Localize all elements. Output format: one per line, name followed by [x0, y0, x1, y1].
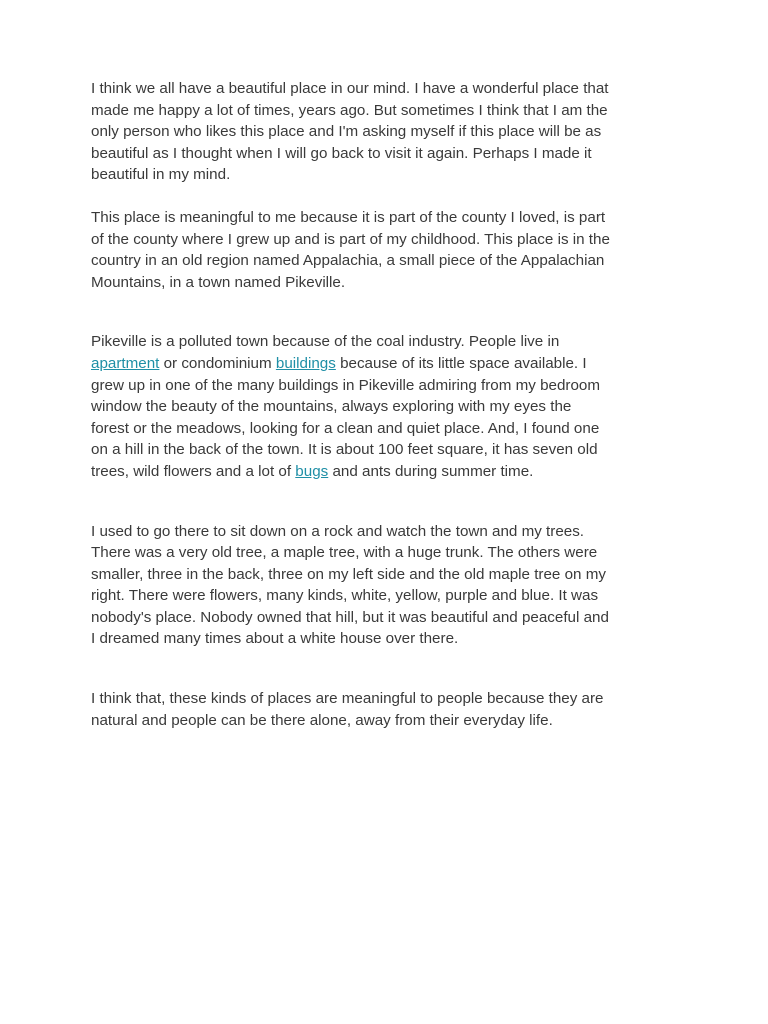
paragraph-4: [91, 521, 691, 651]
text-line: I think we all have a beautiful place in our mind. I have a wonderful place that: [91, 80, 609, 97]
paragraph-3: [91, 331, 691, 482]
text-segment: because of its little space available. I: [335, 354, 587, 372]
text-line: only person who likes this place and I'm asking myself if this place will be as: [91, 123, 602, 141]
text-line: country in an old region named Appalachia, a small piece of the Appalachian: [91, 252, 605, 270]
text-line: This place is meaningful to me because it is part of the county I loved, is part: [91, 208, 606, 226]
bugs-link[interactable]: bugs: [295, 462, 329, 480]
text-line: forest or the meadows, looking for a clean and quiet place. And, I found one: [91, 419, 600, 437]
paragraph-spacer: [91, 186, 691, 207]
text-line: smaller, three in the back, three on my left side and the old maple tree on my: [91, 565, 606, 583]
text-segment: and ants during summer time.: [328, 462, 534, 480]
text-line: I used to go there to sit down on a rock and watch the town and my trees.: [91, 522, 585, 540]
paragraph-1: [91, 78, 691, 186]
text-line: window the beauty of the mountains, always exploring with my eyes the: [91, 398, 572, 416]
text-line: I think that, these kinds of places are meaningful to people because they are: [91, 690, 604, 708]
text-line: on a hill in the back of the town. It is about 100 feet square, it has seven old: [91, 441, 598, 459]
text-line: Pikeville is a polluted town because of the coal industry. People live in: [91, 333, 560, 351]
text-line-with-links: [91, 461, 691, 483]
text-line: nobody's place. Nobody owned that hill, but it was beautiful and peaceful and: [91, 608, 609, 626]
text-line: beautiful in my mind.: [91, 166, 231, 184]
paragraph-spacer: [91, 483, 691, 521]
paragraph-spacer: [91, 650, 691, 688]
paragraph-spacer: [91, 293, 691, 331]
apartment-link[interactable]: apartment: [91, 354, 160, 372]
paragraph-5: [91, 688, 691, 731]
text-line: beautiful as I thought when I will go back to visit it again. Perhaps I made it: [91, 144, 592, 162]
text-line: right. There were flowers, many kinds, white, yellow, purple and blue. It was: [91, 587, 599, 605]
text-line: There was a very old tree, a maple tree, with a huge trunk. The others were: [91, 544, 598, 562]
document-body: [91, 78, 691, 731]
text-line: of the county where I grew up and is part of my childhood. This place is in the: [91, 230, 610, 248]
text-line-with-links: [91, 353, 691, 375]
text-segment: trees, wild flowers and a lot of: [91, 462, 296, 480]
buildings-link[interactable]: buildings: [275, 354, 336, 372]
text-line: natural and people can be there alone, away from their everyday life.: [91, 711, 553, 729]
text-line: grew up in one of the many buildings in Pikeville admiring from my bedroom: [91, 376, 601, 394]
text-line: I dreamed many times about a white house over there.: [91, 630, 459, 648]
text-line: Mountains, in a town named Pikeville.: [91, 273, 346, 291]
text-line: made me happy a lot of times, years ago. But sometimes I think that I am the: [91, 101, 608, 119]
paragraph-2: [91, 207, 691, 293]
text-segment: or condominium: [159, 354, 276, 372]
